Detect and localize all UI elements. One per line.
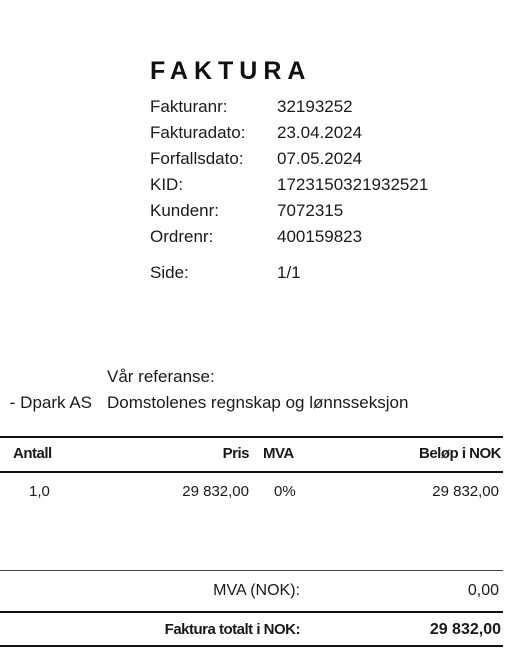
invoice-date-row xyxy=(150,120,428,146)
due-date-row xyxy=(150,146,428,172)
totals-mid-rule xyxy=(0,611,503,613)
column-header-vat: MVA xyxy=(263,445,294,462)
our-reference-label: Vår referanse: xyxy=(107,367,215,386)
totals-bottom-rule xyxy=(0,645,503,647)
invoice-total-value: 29 832,00 xyxy=(429,621,501,638)
our-reference-value: Domstolenes regnskap og lønnsseksjon xyxy=(107,393,409,412)
column-header-quantity: Antall xyxy=(13,445,52,462)
due-date-value: 07.05.2024 xyxy=(277,149,363,168)
invoice-title: FAKTURA xyxy=(150,57,312,85)
vat-total-value: 0,00 xyxy=(467,582,499,599)
table-header-rule xyxy=(0,471,503,473)
due-date-label: Forfallsdato: xyxy=(150,149,244,168)
invoice-meta xyxy=(150,94,428,250)
order-number-row xyxy=(150,224,428,250)
row-price: 29 832,00 xyxy=(182,483,249,500)
page-label: Side: xyxy=(150,263,189,282)
kid-value: 1723150321932521 xyxy=(277,175,429,194)
row-amount: 29 832,00 xyxy=(432,483,499,500)
customer-number-row xyxy=(150,198,428,224)
vat-total-label: MVA (NOK): xyxy=(213,582,300,599)
totals-top-rule xyxy=(0,570,503,571)
invoice-number-label: Fakturanr: xyxy=(150,97,228,116)
invoice-number-row xyxy=(150,94,428,120)
table-top-rule xyxy=(0,436,503,438)
kid-row xyxy=(150,172,428,198)
order-number-value: 400159823 xyxy=(277,227,363,246)
customer-number-label: Kundenr: xyxy=(150,201,219,220)
invoice-number-value: 32193252 xyxy=(277,97,353,116)
row-vat: 0% xyxy=(274,483,296,500)
page-value: 1/1 xyxy=(277,263,301,282)
invoice-total-label: Faktura totalt i NOK: xyxy=(164,621,300,638)
page-row xyxy=(150,260,301,286)
row-quantity: 1,0 xyxy=(29,483,50,500)
invoice-date-label: Fakturadato: xyxy=(150,123,246,142)
column-header-price: Pris xyxy=(222,445,249,462)
kid-label: KID: xyxy=(150,175,184,194)
order-number-label: Ordrenr: xyxy=(150,227,214,246)
invoice-date-value: 23.04.2024 xyxy=(277,123,363,142)
column-header-amount: Beløp i NOK xyxy=(418,445,501,462)
page-info xyxy=(150,260,301,286)
reference-company: - Dpark AS xyxy=(9,393,92,412)
customer-number-value: 7072315 xyxy=(277,201,344,220)
